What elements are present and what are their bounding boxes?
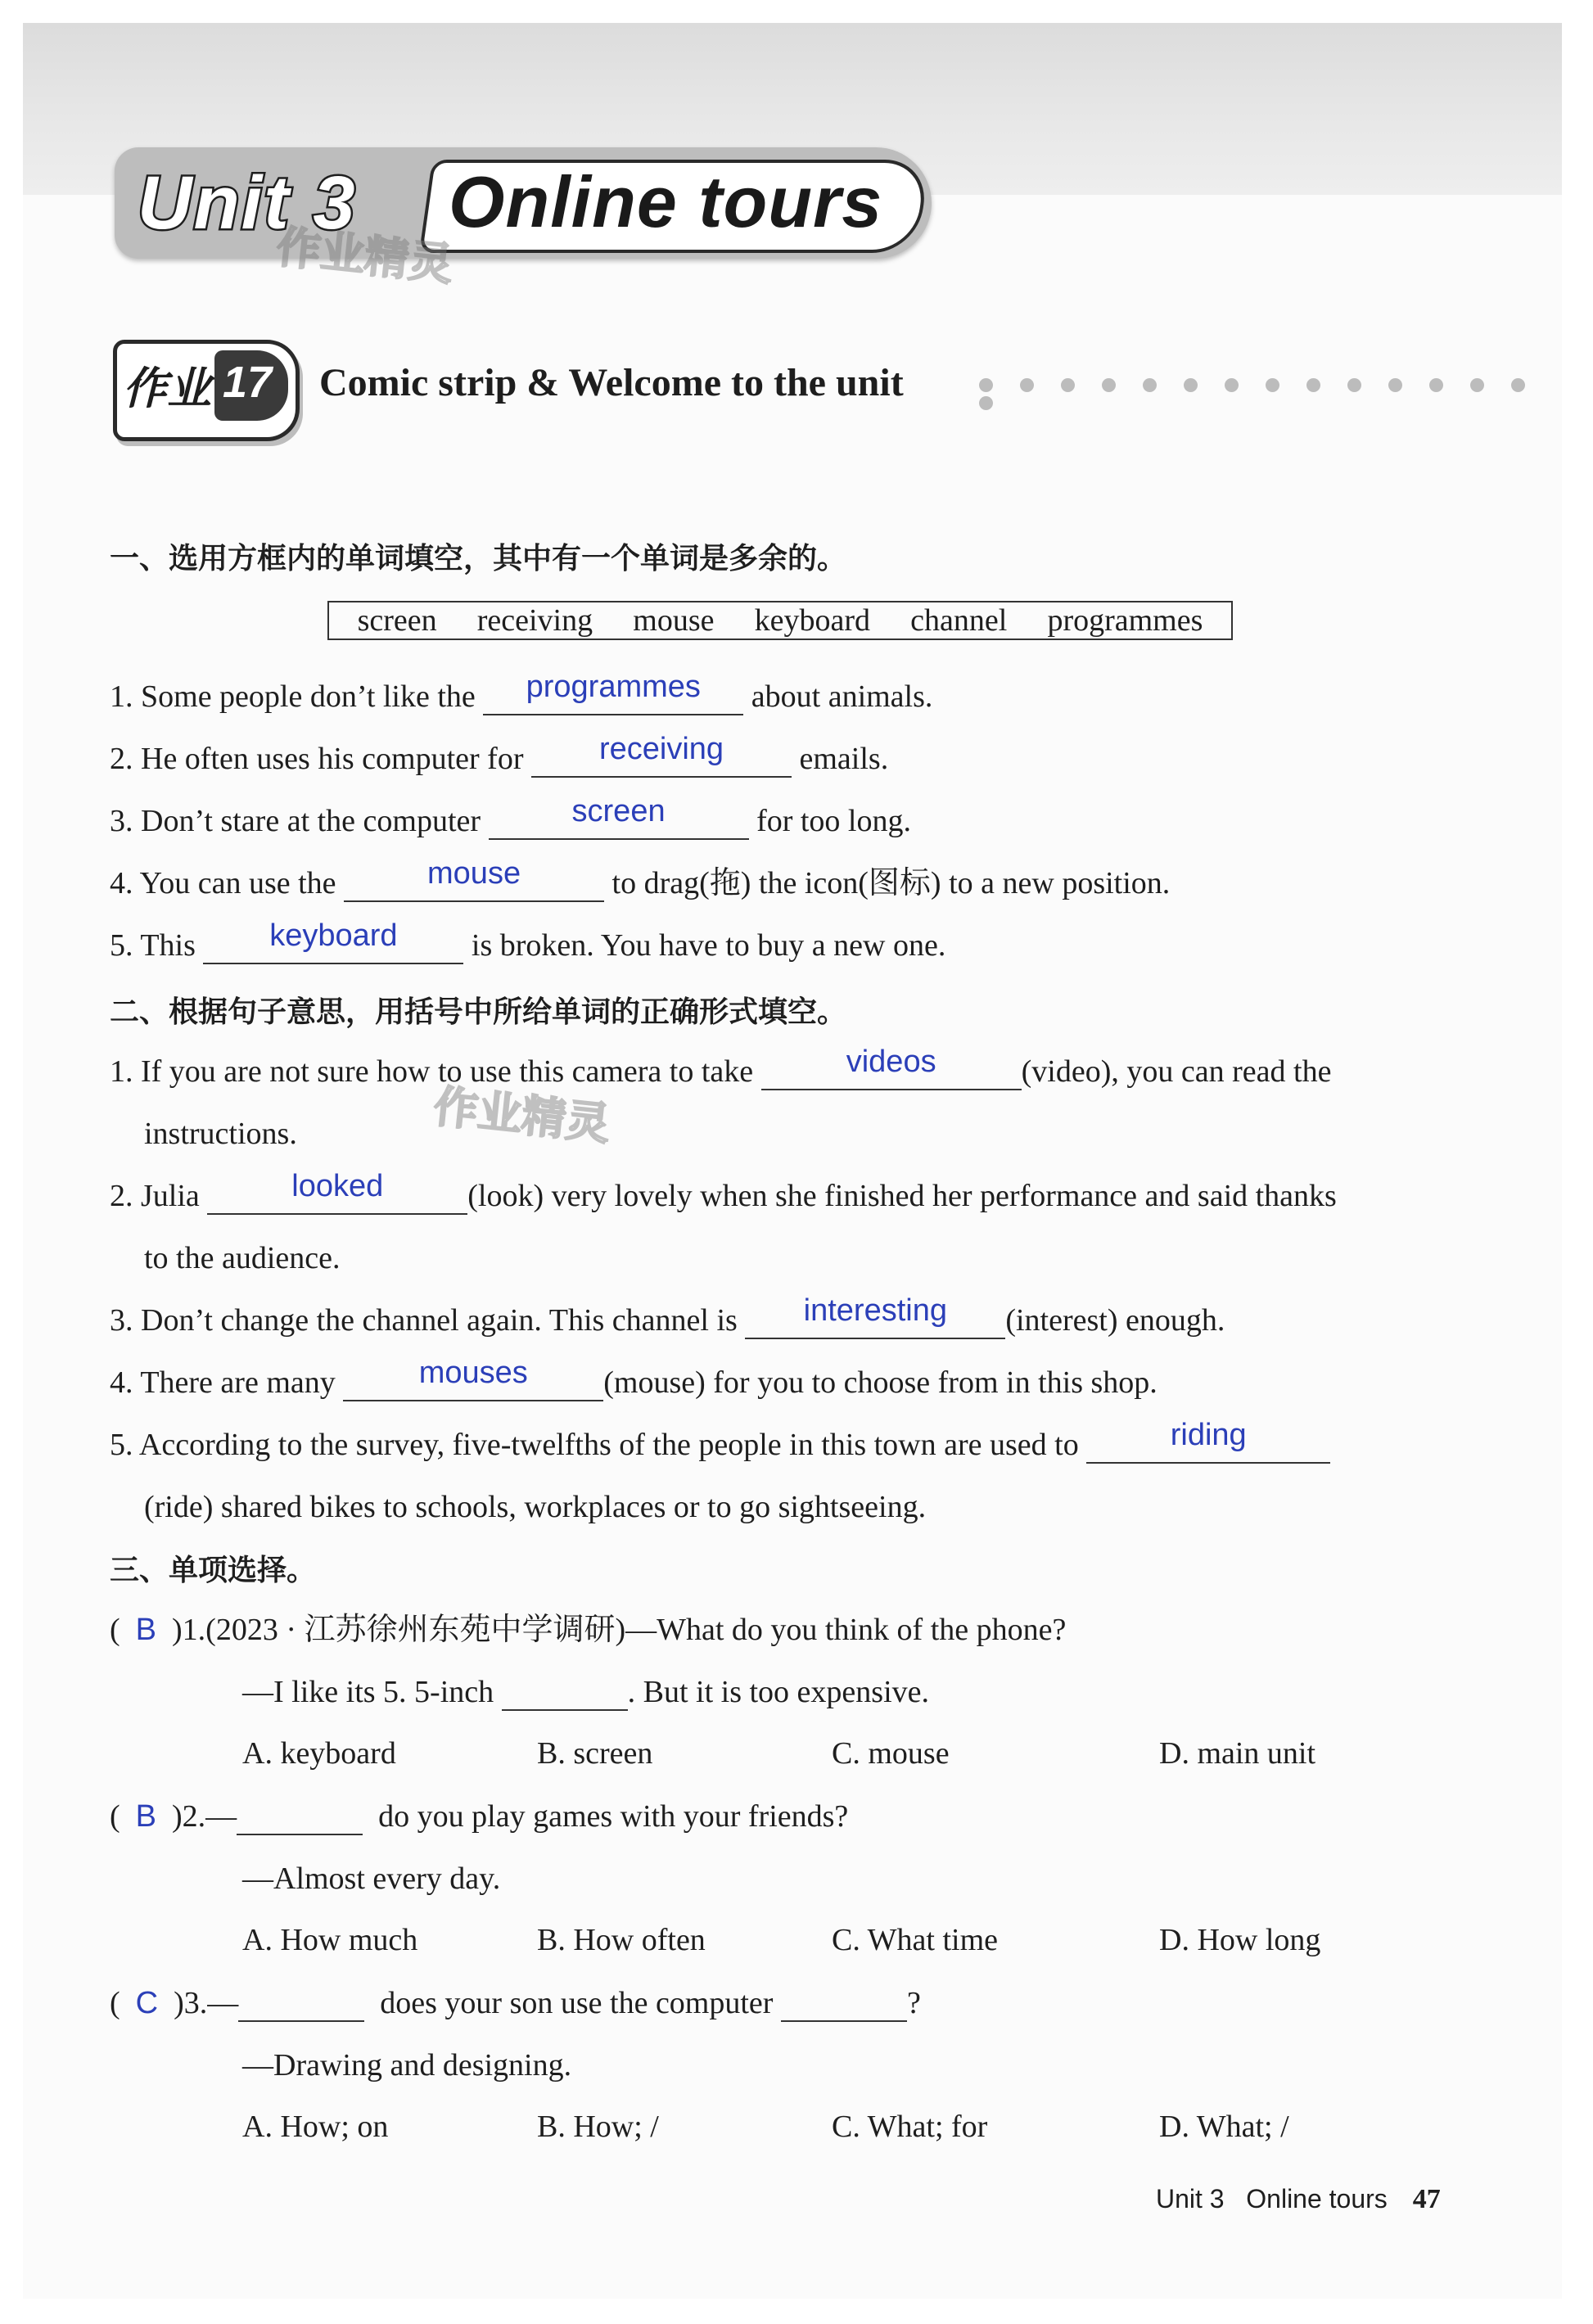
answer-blank	[207, 1169, 467, 1215]
mc-question-1-line2: —I like its 5. 5-inch . But it is too expensive.	[242, 1675, 929, 1709]
mc-answer: B	[135, 1613, 157, 1647]
answer-blank	[531, 732, 792, 778]
answer-text: screen	[571, 794, 666, 828]
answer-blank	[238, 1988, 364, 2022]
mc-option: D. main unit	[1159, 1736, 1316, 1771]
answer-text: looked	[291, 1169, 384, 1203]
unit-title: Online tours	[449, 161, 883, 242]
mc-option: B. screen	[537, 1736, 653, 1771]
lesson-tag-label: 作业	[123, 363, 211, 414]
answer-blank	[502, 1676, 628, 1711]
mc-question-3: ( C )3.— does your son use the computer ?	[110, 1986, 921, 2020]
answer-blank	[489, 794, 749, 840]
mc-question-3-line2: —Drawing and designing.	[242, 2048, 572, 2083]
s1-question-5: 5. This keyboard is broken. You have to buy a new one.	[110, 918, 946, 963]
mc-option: C. What; for	[832, 2110, 988, 2144]
mc-answer: B	[135, 1799, 157, 1834]
answer-blank	[1086, 1418, 1330, 1464]
answer-blank	[343, 1356, 603, 1401]
mc-option: A. How much	[242, 1923, 418, 1957]
mc-question-2-line2: —Almost every day.	[242, 1861, 501, 1896]
answer-blank	[203, 918, 463, 964]
mc-option: A. How; on	[242, 2110, 389, 2144]
mc-option: B. How; /	[537, 2110, 659, 2144]
answer-blank	[761, 1045, 1022, 1090]
answer-text: mouse	[427, 856, 521, 891]
mc-question-1: ( B )1.(2023 · 江苏徐州东苑中学调研)—What do you think of the phone?	[110, 1613, 1067, 1647]
answer-text: interesting	[803, 1293, 947, 1328]
answer-blank	[237, 1801, 363, 1835]
answer-blank	[745, 1293, 1005, 1339]
section3-heading: 三、单项选择。	[110, 1554, 317, 1587]
mc-option: A. keyboard	[242, 1736, 396, 1771]
mc-option: C. What time	[832, 1923, 998, 1957]
word-box	[327, 601, 1233, 640]
s2-question-1-cont: instructions.	[144, 1117, 297, 1151]
s1-question-1: 1. Some people don’t like the programmes about animals.	[110, 670, 933, 714]
watermark: 作业精灵	[273, 220, 456, 291]
footer-title: Online tours	[1246, 2184, 1388, 2213]
mc-answer: C	[135, 1986, 159, 2020]
answer-blank	[781, 1988, 907, 2022]
s2-question-2: 2. Julia looked (look) very lovely when she finished her performance and said thanks	[110, 1169, 1337, 1213]
answer-text: videos	[846, 1045, 936, 1079]
word-option: programmes	[1047, 603, 1203, 638]
mc-option: D. How long	[1159, 1923, 1321, 1957]
word-option: mouse	[633, 603, 715, 638]
answer-blank	[344, 856, 604, 902]
mc-option: D. What; /	[1159, 2110, 1289, 2144]
section2-heading: 二、根据句子意思，用括号中所给单词的正确形式填空。	[110, 995, 847, 1029]
word-option: channel	[910, 603, 1008, 638]
answer-text: riding	[1170, 1418, 1247, 1452]
word-option: receiving	[476, 603, 593, 638]
s1-question-3: 3. Don’t stare at the computer screen for too long.	[110, 794, 911, 838]
s2-question-5-cont: (ride) shared bikes to schools, workplaces or to go sightseeing.	[144, 1490, 927, 1524]
s2-question-2-cont: to the audience.	[144, 1241, 341, 1275]
lesson-number: 17	[223, 358, 273, 407]
mc-option: B. How often	[537, 1923, 706, 1957]
s2-question-5: 5. According to the survey, five-twelfths of the people in this town are used to riding	[110, 1426, 1330, 1464]
s1-question-2: 2. He often uses his computer for receiving emails.	[110, 732, 889, 776]
answer-blank	[483, 670, 743, 715]
lesson-title: Comic strip & Welcome to the unit	[319, 361, 904, 404]
unit-label: Unit 3	[138, 161, 357, 245]
answer-text: programmes	[526, 670, 701, 704]
watermark: 作业精灵	[431, 1080, 613, 1151]
footer-unit: Unit 3	[1156, 2184, 1225, 2213]
s1-question-4: 4. You can use the mouse to drag(拖) the icon(图标) to a new position.	[110, 856, 1171, 900]
answer-text: mouses	[418, 1356, 528, 1390]
section1-heading: 一、选用方框内的单词填空，其中有一个单词是多余的。	[110, 542, 847, 575]
mc-option: C. mouse	[832, 1736, 950, 1771]
s2-question-4: 4. There are many mouses (mouse) for you to choose from in this shop.	[110, 1356, 1158, 1400]
word-option: screen	[357, 603, 437, 638]
word-option: keyboard	[754, 603, 871, 638]
s2-question-1: 1. If you are not sure how to use this camera to take videos (video), you can read the	[110, 1045, 1332, 1089]
decorative-dots	[979, 378, 1568, 393]
answer-text: receiving	[598, 732, 724, 766]
page-number: 47	[1412, 2184, 1441, 2214]
page-footer	[1156, 2184, 1441, 2215]
mc-question-2: ( B )2.— do you play games with your friends?	[110, 1799, 849, 1834]
s2-question-3: 3. Don’t change the channel again. This channel is interesting (interest) enough.	[110, 1293, 1225, 1338]
answer-text: keyboard	[269, 918, 398, 953]
